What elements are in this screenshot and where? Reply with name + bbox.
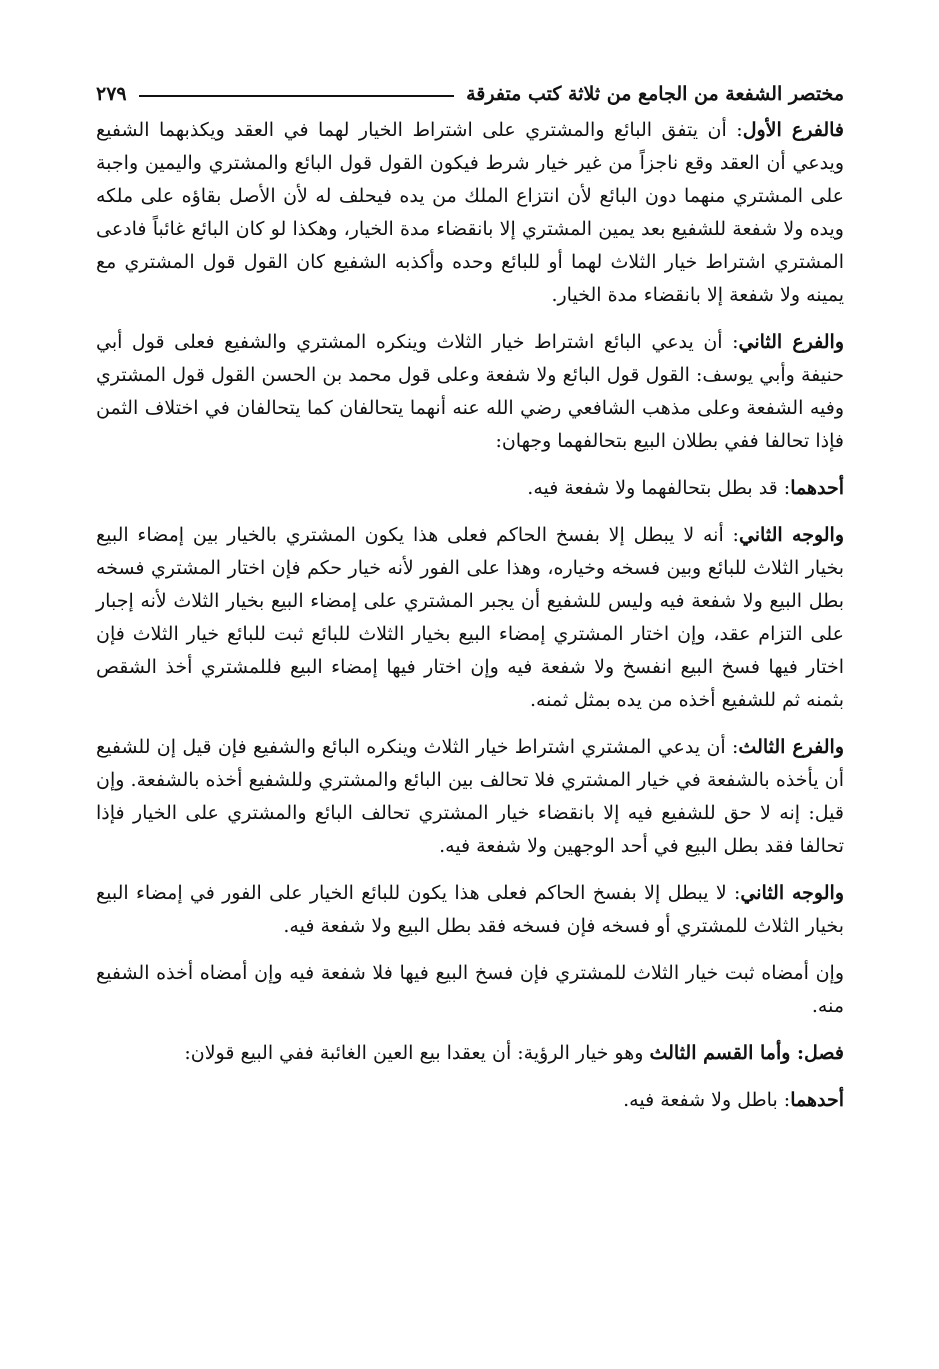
paragraph-lead: فالفرع الأول bbox=[742, 119, 844, 141]
header-rule bbox=[139, 95, 454, 97]
paragraph-4 bbox=[96, 519, 844, 717]
running-header bbox=[96, 74, 844, 114]
paragraph-text: : لا يبطل إلا بفسخ الحاكم فعلى هذا يكون للبائع الخيار على الفور في إمضاء البيع بخيار الثلاث للمشتري أو فسخه فإن فسخه فقد بطل البيع ولا شفعة فيه. bbox=[96, 882, 844, 937]
paragraph-5 bbox=[96, 731, 844, 863]
paragraph-lead: أحدهما bbox=[790, 1089, 844, 1111]
page-body bbox=[96, 114, 844, 1117]
paragraph-7 bbox=[96, 957, 844, 1023]
paragraph-8 bbox=[96, 1037, 844, 1070]
paragraph-lead: والفرع الثاني bbox=[738, 331, 844, 353]
header-title: مختصر الشفعة من الجامع من ثلاثة كتب متفرقة bbox=[466, 83, 844, 105]
paragraph-text: : أن يتفق البائع والمشتري على اشتراط الخيار لهما في العقد ويكذبهما الشفيع ويدعي أن العقد وقع ناجزاً من غير خيار شرط فيكون القول قول البائع والمشتري واليمين واجبة على المشتري منهما دون البائع لأن انتزاع الملك من يده فيحلف له لأن الأصل بقاؤه على ملكه ويده ولا شفعة للشفيع بعد يمين المشتري إلا بانقضاء مدة الخيار، وهكذا لو كان البائع غائباً فادعى المشتري اشتراط خيار الثلاث لهما أو للبائع وحده وأكذبه الشفيع كان القول قول المشتري مع يمينه ولا شفعة إلا بانقضاء مدة الخيار. bbox=[96, 119, 844, 306]
paragraph-text: وهو خيار الرؤية: أن يعقدا بيع العين الغائبة ففي البيع قولان: bbox=[184, 1042, 650, 1064]
paragraph-2 bbox=[96, 326, 844, 458]
paragraph-text: وإن أمضاه ثبت خيار الثلاث للمشتري فإن فسخ البيع فيها فلا شفعة فيه وإن أمضاه أخذه الشفيع منه. bbox=[96, 962, 844, 1017]
paragraph-lead: فصل: وأما القسم الثالث bbox=[649, 1042, 844, 1064]
paragraph-9 bbox=[96, 1084, 844, 1117]
paragraph-text: : قد بطل بتحالفهما ولا شفعة فيه. bbox=[527, 477, 791, 499]
paragraph-text: : باطل ولا شفعة فيه. bbox=[623, 1089, 791, 1111]
paragraph-lead: والوجه الثاني bbox=[740, 882, 844, 904]
paragraph-1 bbox=[96, 114, 844, 312]
paragraph-lead: أحدهما bbox=[790, 477, 844, 499]
paragraph-text: : أن يدعي البائع اشتراط خيار الثلاث وينكره المشتري والشفيع فعلى قول أبي حنيفة وأبي يوسف: القول قول البائع ولا شفعة وعلى قول محمد بن الحسن القول قول المشتري وفيه الشفعة وعلى مذهب الشافعي رضي الله عنه أنهما يتحالفان كما يتحالفان في اختلاف الثمن فإذا تحالفا ففي بطلان البيع بتحالفهما وجهان: bbox=[96, 331, 844, 452]
paragraph-text: : أنه لا يبطل إلا بفسخ الحاكم فعلى هذا يكون المشتري بالخيار بين إمضاء البيع بخيار الثلاث للبائع وبين فسخه وخياره، وهذا على الفور لأنه خيار حكم فإن اختار المشتري فسخه بطل البيع ولا شفعة فيه وليس للشفيع أن يجبر المشتري على إمضاء البيع بخيار الثلاث لأنه إجبار على التزام عقد، وإن اختار المشتري إمضاء البيع بخيار الثلاث للبائع ثبت للبائع خيار الثلاث فإن اختار فيها فسخ البيع انفسخ ولا شفعة فيه وإن اختار فيها إمضاء البيع فللمشتري أخذ الشقص بثمنه ثم للشفيع أخذه من يده بمثل ثمنه. bbox=[96, 524, 844, 711]
book-page bbox=[96, 74, 844, 1354]
paragraph-text: : أن يدعي المشتري اشتراط خيار الثلاث وينكره البائع والشفيع فإن قيل إن للشفيع أن يأخذه بالشفعة في خيار المشتري فلا تحالف بين البائع والمشتري وللشفيع أخذه بالشفعة. وإن قيل: إنه لا حق للشفيع فيه إلا بانقضاء خيار المشتري تحالف البائع والمشتري على الخيار فإذا تحالفا فقد بطل البيع في أحد الوجهين ولا شفعة فيه. bbox=[96, 736, 844, 857]
paragraph-3 bbox=[96, 472, 844, 505]
paragraph-lead: والوجه الثاني bbox=[738, 524, 845, 546]
page-number: ٢٧٩ bbox=[96, 83, 127, 105]
paragraph-6 bbox=[96, 877, 844, 943]
paragraph-lead: والفرع الثالث bbox=[738, 736, 844, 758]
